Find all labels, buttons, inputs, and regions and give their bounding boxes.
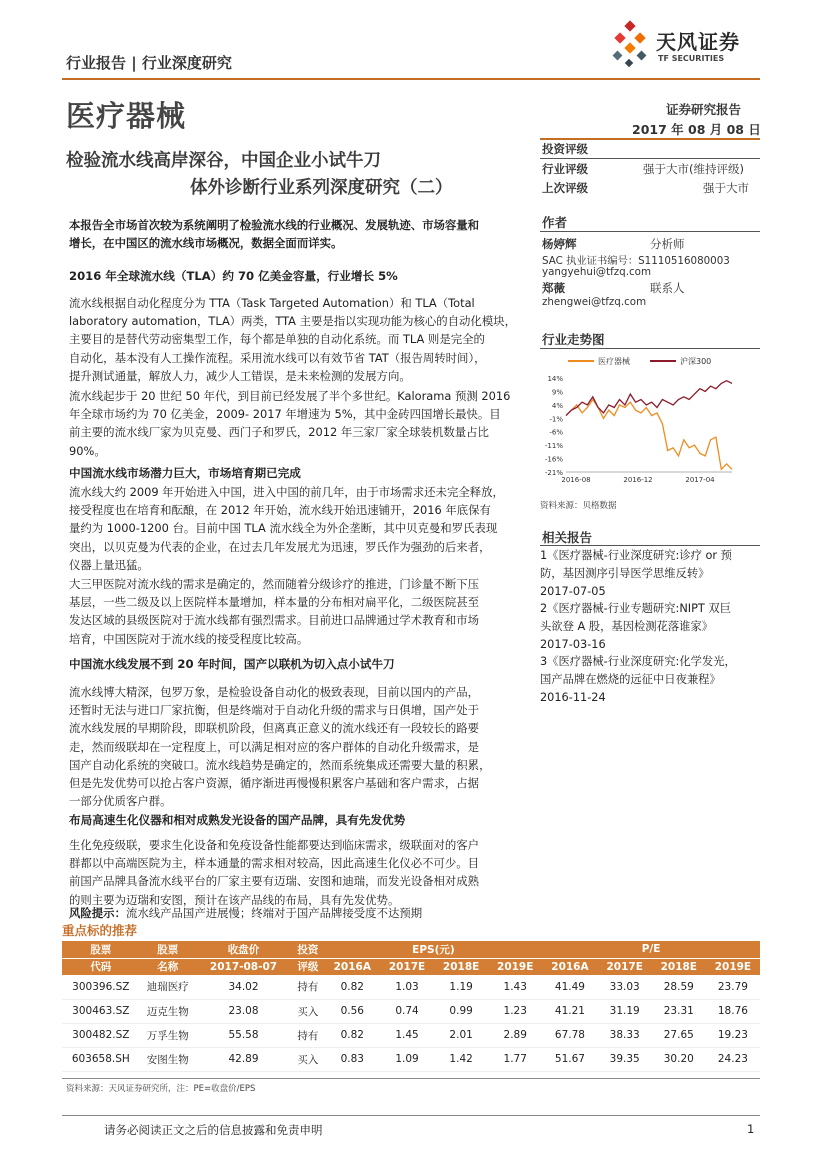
table-row [62,999,760,1023]
x-tick-label: 2017-04 [685,476,715,484]
author2-name: 郑薇 [542,281,565,295]
logo-subtext: TF SECURITIES [658,54,725,63]
table-cell: 0.83 [340,1053,364,1065]
table-cell: 300482.SZ [72,1029,130,1041]
table-cell: 0.99 [449,1005,473,1017]
table-cell: 23.31 [663,1005,694,1017]
x-tick-label: 2016-12 [623,476,653,484]
th-rating: 评级 [291,958,324,975]
table-cell: 1.42 [449,1053,473,1065]
trend-heading: 行业走势图 [542,332,605,347]
th-date: 2017-08-07 [196,958,291,975]
y-tick-label: 4% [551,401,563,410]
table-cell: 万孚生物 [146,1029,189,1042]
table-cell: 1.03 [395,980,419,993]
risk-warning [69,904,521,922]
table-cell: 39.35 [609,1053,640,1065]
table-cell: 23.08 [228,1005,259,1017]
table-cell: 24.23 [717,1053,748,1065]
table-cell: 持有 [297,1029,319,1042]
author2-role: 联系人 [650,281,685,295]
table-row [62,1047,760,1071]
header-divider [62,78,760,80]
text-line: 走，然而级联却在一定程度上，可以满足相对应的客户群体的自动化升级需求，是 [69,739,480,754]
table-cell: 42.89 [228,1053,259,1065]
rating-divider [540,138,760,140]
author1-cert: SAC 执业证书编号：S1110516080003 [542,255,730,267]
related-report-3[interactable] [540,653,762,707]
table-cell: 38.33 [609,1029,640,1041]
text-line: 增长，在中国区的流水线市场概况，数据全面而详实。 [69,236,343,251]
th-year: 2016A [325,958,380,975]
table-cell: 0.56 [340,1005,364,1017]
risk-label: 风险提示： [69,906,126,920]
table-cell: 2.01 [449,1029,473,1041]
related-report-1-date: 2017-07-05 [540,585,606,598]
legend-label: 医疗器械 [598,357,630,366]
logo-mark-icon [612,20,654,70]
table-cell: 买入 [297,1005,319,1018]
paragraph-2 [69,387,521,460]
th-pe: P/E [542,941,760,958]
th-year: 2017E [380,958,434,975]
text-line: 基层，一些二级及以上医院样本量增加，样本量的分布相对扁平化，二级医院甚至 [69,595,480,610]
text-line: laboratory automation，TLA）两类，TTA 主要是指以实现功能为核心的自动化模块， [69,314,516,329]
table-cell: 67.78 [554,1029,585,1041]
report-type: 证券研究报告 [666,102,742,117]
table-cell: 55.58 [228,1029,259,1041]
table-cell: 41.21 [554,1005,585,1017]
table-cell: 1.77 [503,1053,527,1065]
series-line [566,400,732,470]
y-tick-label: -6% [549,428,563,437]
related-report-2-line1: 2《医疗器械-行业专题研究:NIPT 双巨 [540,602,732,615]
text-line: 本报告全市场首次较为系统阐明了检验流水线的行业概况、发展轨迹、市场容量和 [69,218,480,232]
paragraph-6 [69,836,521,909]
th-code: 代码 [62,958,140,975]
table-cell: 300396.SZ [72,980,130,993]
text-line: 前主要的流水线厂家为贝克曼、西门子和罗氏，2012 年三家厂家全球装机数量占比 [69,425,489,440]
series-line [566,381,732,416]
disclaimer-link[interactable]: 请务必阅读正文之后的信息披露和免责申明 [104,1123,323,1137]
report-title: 检验流水线高岸深谷，中国企业小试牛刀 [66,151,381,171]
industry-rating-label: 行业评级 [542,162,588,176]
rating-heading: 投资评级 [542,142,588,156]
table-cell: 持有 [297,981,319,994]
text-line: 群都以中高端医院为主，样本通量的需求相对较高，因此高速生化仪必不可少。目 [69,856,480,871]
section-heading-4: 布局高速生化仪器和相对成熟发光设备的国产品牌，具有先发优势 [69,813,406,827]
related-heading: 相关报告 [542,530,593,545]
paragraph-3 [69,483,521,574]
table-cell: 0.82 [340,980,364,993]
table-cell: 1.09 [395,1053,419,1065]
text-line: 发达区域的县级医院对于流水线都有强烈需求。目前进口品牌通过学术教育和市场 [69,613,480,628]
related-report-2-date: 2017-03-16 [540,638,606,651]
table-cell: 603658.SH [71,1053,130,1065]
y-tick-label: 14% [547,375,563,383]
table-cell: 19.23 [717,1029,748,1041]
th-eps: EPS(元) [325,941,543,958]
table-cell: 51.67 [554,1053,585,1065]
text-line: 突出，以贝克曼为代表的企业，在过去几年发展尤为迅速，罗氏作为强劲的后来者， [69,539,491,554]
table-cell: 迈克生物 [146,1005,189,1018]
table-cell: 0.82 [340,1029,364,1041]
report-category: 行业报告 | 行业深度研究 [66,54,232,72]
table-cell: 41.49 [554,980,585,993]
authors-underline [540,231,760,232]
table-cell: 0.74 [395,1005,419,1017]
authors-heading: 作者 [542,215,568,230]
recommendation-table [62,941,760,1072]
table-cell: 300463.SZ [72,1005,130,1017]
previous-rating-value: 强于大市 [703,181,749,195]
table-row [62,975,760,999]
th-year: 2018E [434,958,488,975]
y-tick-label: -1% [549,415,563,424]
text-line: 量约为 1000-1200 台。目前中国 TLA 流水线全为外企垄断，其中贝克曼和罗氏表现 [69,521,498,536]
th-year: 2019E [488,958,542,975]
author1-email[interactable]: yangyehui@tfzq.com [542,266,651,278]
table-cell: 1.19 [449,980,473,993]
related-report-3-line2: 国产品牌在燃烧的远征中日夜兼程》 [540,673,721,686]
summary-paragraph [69,216,521,252]
y-tick-label: -21% [544,469,563,477]
related-report-2-line2: 头欲登 A 股，基因检测花落谁家》 [540,620,714,633]
text-line: 自动化，基本没有人工操作流程。采用流水线可以有效节省 TAT（报告周转时间）， [69,350,486,365]
table-cell: 23.79 [717,980,748,993]
th-year: 2018E [652,958,706,975]
logo-text: 天风证券 [656,30,740,54]
table-cell: 1.23 [503,1005,527,1017]
table-cell: 1.43 [503,980,527,993]
th-stock2: 股票 [140,941,196,958]
th-stock: 股票 [62,941,140,958]
text-line: 90%。 [69,443,106,458]
text-line: 流水线大约 2009 年开始进入中国，进入中国的前几年，由于市场需求还未完全释放， [69,485,504,499]
previous-rating-label: 上次评级 [542,181,588,195]
text-line: 一部分优质客户群。 [69,794,172,809]
th-price: 收盘价 [196,941,291,958]
text-line: 流水线博大精深，包罗万象，是检验设备自动化的极致表现，目前以国内的产品， [69,685,480,699]
table-cell: 30.20 [663,1053,694,1065]
report-subtitle: 体外诊断行业系列深度研究（二） [190,178,453,198]
rating-underline [540,158,760,159]
author1-name: 杨婷辉 [542,237,577,251]
related-report-1[interactable] [540,547,762,601]
related-report-3-line1: 3《医疗器械-行业深度研究:化学发光， [540,655,736,668]
th-year: 2017E [598,958,652,975]
text-line: 生化免疫级联，要求生化设备和免疫设备性能都要达到临床需求，级联面对的客户 [69,838,480,852]
chart-source: 资料来源：贝格数据 [540,501,617,511]
trend-underline [540,348,760,349]
footer-divider [62,1115,760,1116]
author1-role: 分析师 [650,237,685,251]
table-cell: 27.65 [663,1029,694,1041]
text-line: 国产自动化系统的突破口。流水线趋势是确定的，然而系统集成还需要大量的积累， [69,757,491,772]
page-number: 1 [747,1122,755,1136]
section-heading-2: 中国流水线市场潜力巨大，市场培育期已完成 [69,466,301,480]
related-report-2[interactable] [540,600,762,654]
recommendation-table-title: 重点标的推荐 [62,923,138,938]
text-line: 前国产品牌具备流水线平台的厂家主要有迈瑞、安图和迪瑞，而发光设备相对成熟 [69,874,480,889]
industry-trend-chart [540,352,760,492]
table-cell: 安图生物 [146,1053,189,1066]
table-row [62,1023,760,1047]
table-cell: 31.19 [609,1005,640,1017]
text-line: 培育，中国医院对于流水线的接受程度比较高。 [69,631,309,646]
table-cell: 34.02 [228,980,259,993]
text-line: 年全球市场约为 70 亿美金，2009- 2017 年增速为 5%，其中金砖四国增长最快。目 [69,407,501,422]
y-tick-label: -16% [544,455,563,464]
text-line: 流水线发展的早期阶段，即联机阶段，但离真正意义的流水线还有一段较长的路要 [69,721,480,736]
table-source-note: 资料来源：天风证券研究所，注：PE=收盘价/EPS [66,1084,256,1094]
table-cell: 33.03 [609,980,640,993]
sector-title: 医疗器械 [66,99,187,133]
text-line: 流水线根据自动化程度分为 TTA（Task Targeted Automation）和 TLA（Total [69,296,475,310]
section-heading-1: 2016 年全球流水线（TLA）约 70 亿美金容量，行业增长 5% [69,269,398,283]
table-bottom-line [62,1078,760,1079]
th-year: 2019E [706,958,760,975]
section-heading-3: 中国流水线发展不到 20 年时间，国产以联机为切入点小试牛刀 [69,657,395,671]
table-cell: 28.59 [663,980,694,993]
paragraph-1 [69,294,521,385]
related-report-3-date: 2016-11-24 [540,691,606,704]
text-line: 接受程度也在培育和酝酿，在 2012 年开始，流水线开始迅速铺开，2016 年底保有 [69,503,491,518]
text-line: 的则主要为迈瑞和安图，预计在该产品线的布局，具有先发优势。 [69,892,400,907]
industry-rating-value: 强于大市(维持评级) [643,162,744,176]
table-cell: 买入 [297,1053,319,1066]
paragraph-4 [69,575,521,648]
table-cell: 2.89 [503,1029,527,1041]
table-cell: 迪瑞医疗 [146,981,189,994]
text-line: 大三甲医院对流水线的需求是确定的，然而随着分级诊疗的推进，门诊量不断下压 [69,577,480,591]
y-tick-label: -11% [544,442,563,451]
text-line: 流水线起步于 20 世纪 50 年代，到目前已经发展了半个多世纪。Kalorama 预测 2016 [69,389,511,403]
th-invest: 投资 [291,941,324,958]
y-tick-label: 9% [551,388,563,397]
table-cell: 18.76 [717,1005,748,1017]
text-line: 提升测试通量，解放人力，减少人工错误，是未来检测的发展方向。 [69,368,411,383]
legend-label: 沪深300 [680,357,712,366]
report-date: 2017 年 08 月 08 日 [632,122,761,137]
x-tick-label: 2016-08 [561,476,591,484]
text-line: 仪器上量迅猛。 [69,557,149,572]
text-line: 还暂时无法与进口厂家抗衡，但是终端对于自动化升级的需求与日俱增，国产处于 [69,703,480,718]
author2-email[interactable]: zhengwei@tfzq.com [542,296,647,308]
th-year: 2016A [542,958,597,975]
risk-text: 流水线产品国产进展慢；终端对于国产品牌接受度不达预期 [125,906,423,920]
related-report-1-line1: 1《医疗器械-行业深度研究:诊疗 or 预 [540,549,732,562]
paragraph-5 [69,683,521,810]
text-line: 主要目的是替代劳动密集型工作，每个都是单独的自动化系统。而 TLA 则是完全的 [69,332,485,347]
table-cell: 1.45 [395,1029,419,1041]
th-name: 名称 [140,958,196,975]
text-line: 但是先发优势可以抢占客户资源，循序渐进再慢慢积累客户基础和客户需求，占据 [69,776,480,791]
related-underline [540,545,760,546]
company-logo [612,20,762,70]
related-report-1-line2: 防，基因测序引导医学思维反转》 [540,567,710,580]
